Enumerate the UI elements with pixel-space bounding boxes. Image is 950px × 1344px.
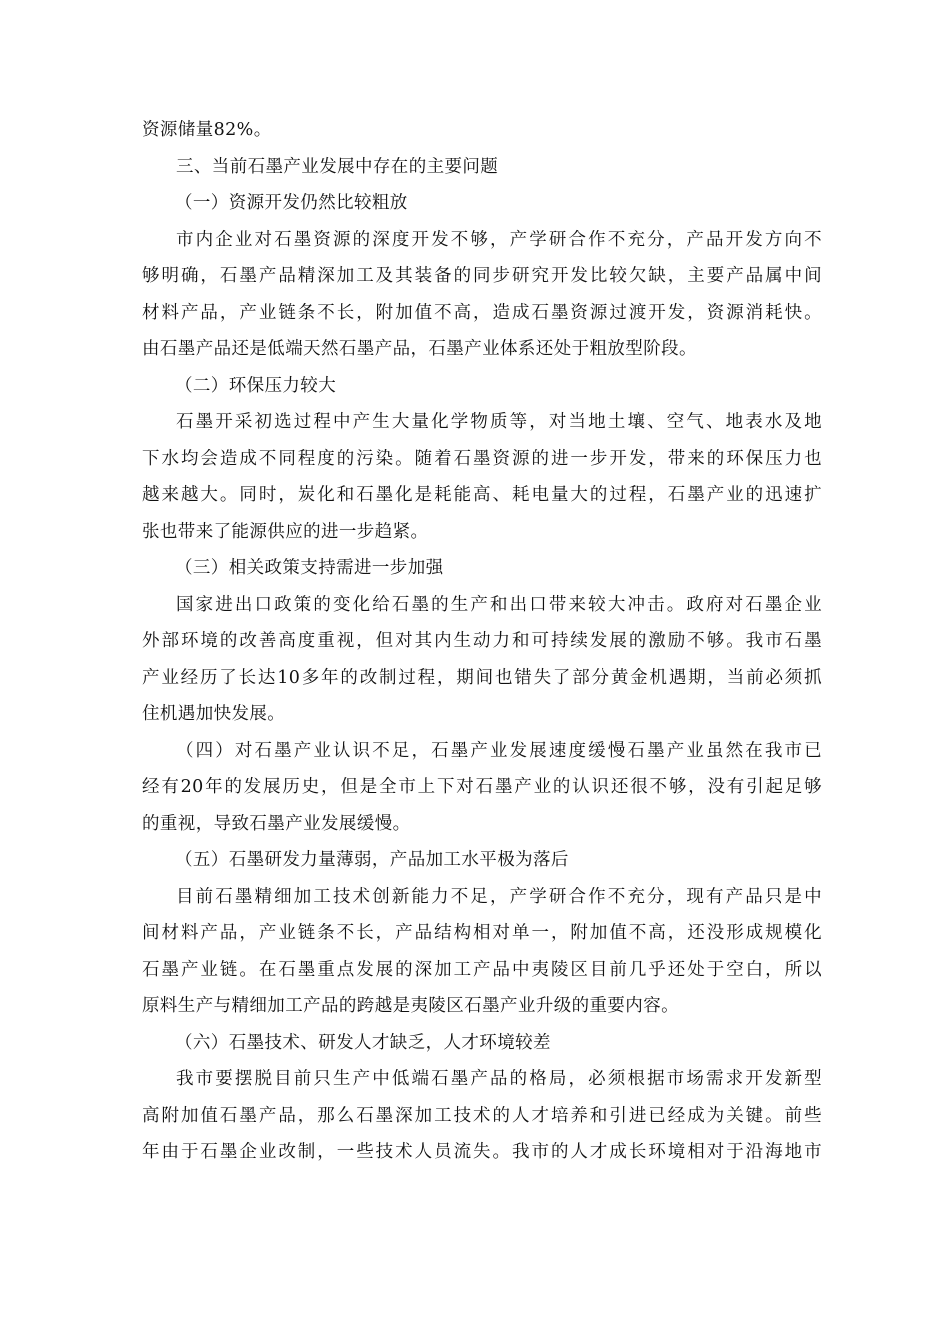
paragraph-line: 年由于石墨企业改制，一些技术人员流失。我市的人才成长环境相对于沿海地市 xyxy=(142,1142,822,1162)
paragraph-line: 张也带来了能源供应的进一步趋紧。 xyxy=(142,521,429,542)
paragraph-line: 够明确，石墨产品精深加工及其装备的同步研究开发比较欠缺，主要产品属中间 xyxy=(142,266,822,286)
paragraph xyxy=(142,222,822,368)
paragraph-line: 越来越大。同时，炭化和石墨化是耗能高、耗电量大的过程，石墨产业的迅速扩 xyxy=(142,485,822,505)
paragraph-line: 国家进出口政策的变化给石墨的生产和出口带来较大冲击。政府对石墨企业 xyxy=(176,594,822,615)
paragraph-line: 材料产品，产业链条不长，附加值不高，造成石墨资源过渡开发，资源消耗快。 xyxy=(142,302,822,323)
paragraph-line: 原料生产与精细加工产品的跨越是夷陵区石墨产业升级的重要内容。 xyxy=(142,996,679,1016)
paragraph-line: 石墨产业链。在石墨重点发展的深加工产品中夷陵区目前几乎还处于空白，所以 xyxy=(142,959,822,980)
subsection-heading: （三）相关政策支持需进一步加强 xyxy=(175,558,444,578)
paragraph xyxy=(142,587,822,733)
paragraph-line: 我市要摆脱目前只生产中低端石墨产品的格局，必须根据市场需求开发新型 xyxy=(176,1069,822,1089)
paragraph-line: （四）对石墨产业认识不足，石墨产业发展速度缓慢石墨产业虽然在我市已 xyxy=(176,740,822,761)
paragraph-line: 产业经历了长达10多年的改制过程，期间也错失了部分黄金机遇期，当前必须抓 xyxy=(142,667,822,688)
document-body xyxy=(142,112,822,1171)
paragraph-line: 由石墨产品还是低端天然石墨产品，石墨产业体系还处于粗放型阶段。 xyxy=(142,339,697,359)
subsection-heading: （六）石墨技术、研发人才缺乏，人才环境较差 xyxy=(175,1032,551,1053)
paragraph-line: 石墨开采初选过程中产生大量化学物质等，对当地土壤、空气、地表水及地 xyxy=(176,412,822,432)
paragraph-line: 住机遇加快发展。 xyxy=(142,704,286,724)
paragraph-line: 目前石墨精细加工技术创新能力不足，产学研合作不充分，现有产品只是中 xyxy=(176,886,822,907)
text-line: 资源储量82%。 xyxy=(142,120,272,140)
paragraph xyxy=(142,879,822,1025)
paragraph-line: 的重视，导致石墨产业发展缓慢。 xyxy=(142,813,411,834)
subsection-heading: （五）石墨研发力量薄弱，产品加工水平极为落后 xyxy=(175,850,569,870)
paragraph xyxy=(142,404,822,550)
paragraph xyxy=(142,1061,822,1171)
section-heading: 三、当前石墨产业发展中存在的主要问题 xyxy=(176,156,499,177)
subsection-heading: （一）资源开发仍然比较粗放 xyxy=(175,193,408,213)
paragraph-line: 市内企业对石墨资源的深度开发不够，产学研合作不充分，产品开发方向不 xyxy=(176,229,822,250)
paragraph-line: 高附加值石墨产品，那么石墨深加工技术的人才培养和引进已经成为关键。前些 xyxy=(142,1105,822,1126)
paragraph-line: 经有20年的发展历史，但是全市上下对石墨产业的认识还很不够，没有引起足够 xyxy=(142,777,822,797)
paragraph-line: 外部环境的改善高度重视，但对其内生动力和可持续发展的激励不够。我市石墨 xyxy=(142,631,822,651)
paragraph-line: 下水均会造成不同程度的污染。随着石墨资源的进一步开发，带来的环保压力也 xyxy=(142,448,822,469)
subsection-heading: （二）环保压力较大 xyxy=(175,375,337,396)
paragraph-line: 间材料产品，产业链条不长，产品结构相对单一，附加值不高，还没形成规模化 xyxy=(142,923,822,943)
paragraph xyxy=(142,733,822,843)
